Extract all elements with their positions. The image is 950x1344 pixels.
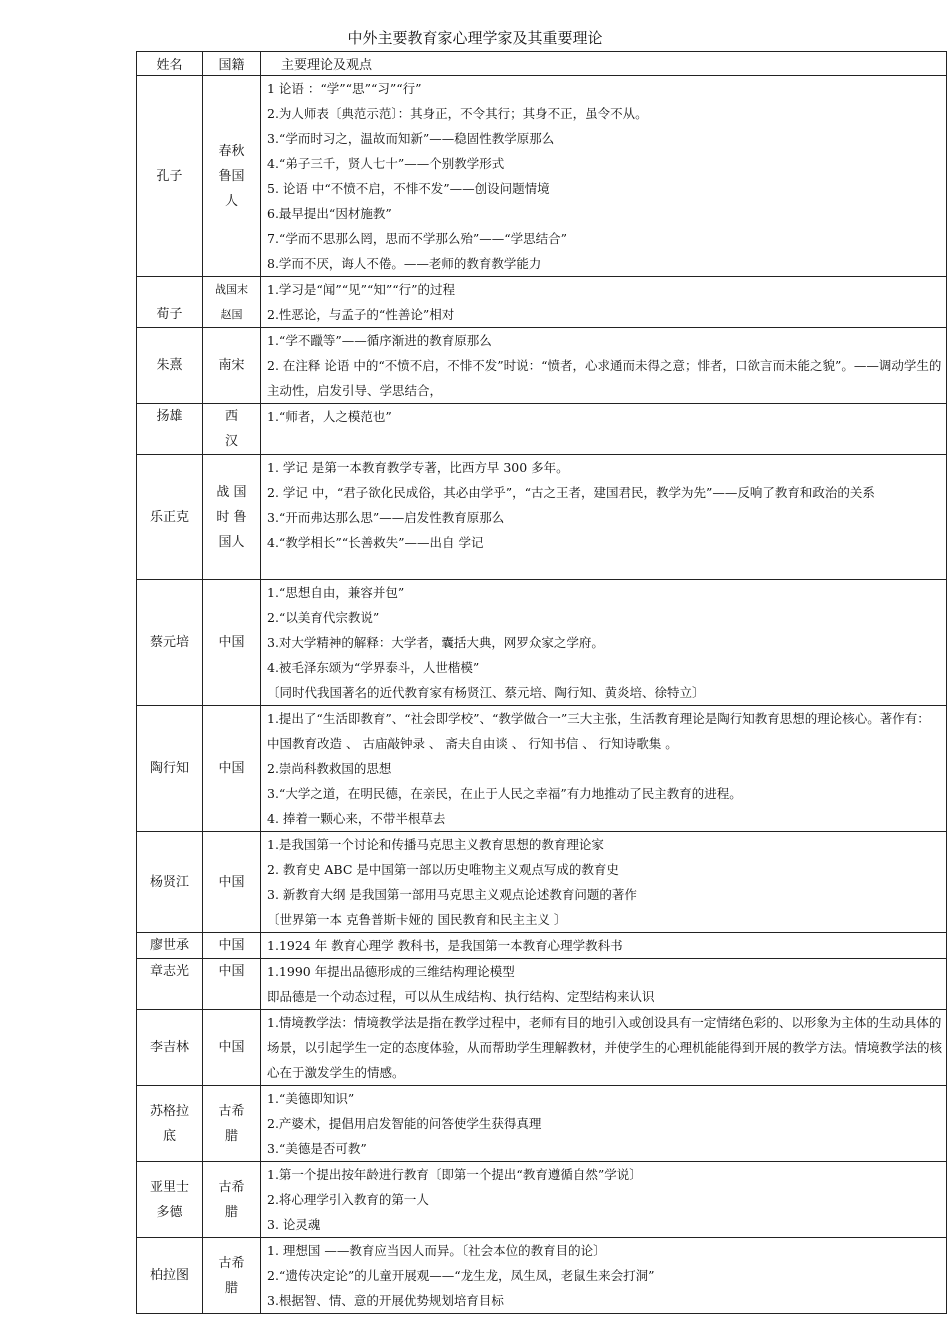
nationality-text: 国人	[218, 534, 245, 550]
table-row	[137, 76, 947, 277]
nationality-text: 中国	[218, 1040, 245, 1055]
educator-name: 柏拉图	[149, 1268, 189, 1283]
table-row	[137, 580, 947, 706]
theory-line: 3.根据智、情、意的开展优势规划培育目标	[267, 1293, 504, 1308]
theory-line: 1.1990 年提出品德形成的三维结构理论模型	[267, 964, 515, 979]
nationality-text: 赵国	[220, 308, 243, 321]
theory-line: 〔同时代我国著名的近代教育家有杨贤江、蔡元培、陶行知、黄炎培、徐特立〕	[267, 685, 705, 700]
nationality-text: 中国	[218, 635, 245, 650]
educator-name: 荀子	[156, 307, 183, 322]
theory-line: 1.情境教学法：情境教学法是指在教学过程中，老师有目的地引入或创设具有一定情绪色彩的、以形象为主体的生动具体的场景，以引起学生一定的态度体验，从而帮助学生理解教材，并使学生的心理机能能得到开展的教学方法。情境教学法的核心在于激发学生的情感。	[267, 1015, 943, 1080]
theory-line: 3. 新教育大纲 是我国第一部用马克思主义观点论述教育问题的著作	[267, 887, 637, 902]
theory-line: 2. 学记 中，“君子欲化民成俗，其必由学乎”，“古之王者，建国君民，教学为先”——反响了教育和政治的关系	[267, 485, 875, 500]
table-row	[137, 1238, 947, 1314]
theories-cell	[261, 1238, 947, 1314]
theories-cell	[261, 1086, 947, 1162]
theory-line: 4.“教学相长”“长善救失”——出自 学记	[267, 535, 484, 550]
theories-cell	[261, 580, 947, 706]
theories-cell	[261, 706, 947, 832]
theories-cell	[261, 76, 947, 277]
table-header-row	[137, 52, 947, 76]
nationality-text: 古希	[218, 1103, 245, 1119]
theory-line: 7.“学而不思那么罔，思而不学那么殆”——“学思结合”	[267, 231, 567, 246]
nationality-text: 中国	[218, 874, 245, 890]
theory-line: 4. 捧着一颗心来，不带半根草去	[267, 811, 446, 826]
theory-line: 1. 理想国 ——教育应当因人而异。〔社会本位的教育目的论〕	[267, 1243, 606, 1258]
theory-line: 2. 教育史 ABC 是中国第一部以历史唯物主义观点写成的教育史	[267, 862, 619, 877]
educator-name: 底	[162, 1128, 176, 1144]
theories-cell	[261, 455, 947, 580]
theory-line: 1.1924 年 教育心理学 教科书，是我国第一本教育心理学教科书	[267, 938, 623, 953]
educator-name: 孔子	[156, 168, 183, 184]
theory-line: 4.“弟子三千，贤人七十”——个别教学形式	[267, 156, 505, 171]
theory-line: 3.“开而弗达那么思”——启发性教育原那么	[267, 510, 505, 525]
theory-line: 2. 在注释 论语 中的“不愤不启，不悱不发”时说：“愤者，心求通而未得之意；悱者，口欲言而未能之貌”。——调动学生的主动性，启发引导、学思结合，	[267, 358, 942, 398]
theories-cell	[261, 1010, 947, 1086]
nationality-cell	[203, 455, 261, 580]
nationality-text: 古希	[218, 1255, 245, 1271]
nationality-cell	[203, 76, 261, 277]
educator-name: 苏格拉	[149, 1103, 189, 1119]
nationality-text: 西	[224, 409, 238, 424]
table-row	[137, 455, 947, 580]
theory-line: 1.是我国第一个讨论和传播马克思主义教育思想的教育理论家	[267, 837, 604, 852]
theory-line: 2.“以美育代宗教说”	[267, 610, 380, 625]
theory-line: 3.“学而时习之，温故而知新”——稳固性教学原那么	[267, 131, 555, 146]
page-title: 中外主要教育家心理学家及其重要理论	[347, 29, 603, 47]
table-row	[137, 933, 947, 959]
theories-cell	[261, 1162, 947, 1238]
educator-name-cell	[137, 580, 203, 706]
educator-name-cell	[137, 706, 203, 832]
educator-name-cell	[137, 1086, 203, 1162]
table-row	[137, 1162, 947, 1238]
educator-name: 扬雄	[156, 409, 183, 424]
educator-name: 廖世承	[149, 938, 189, 953]
educator-name: 李吉林	[149, 1040, 189, 1055]
theory-line: 3.对大学精神的解释：大学者，囊括大典，网罗众家之学府。	[267, 635, 604, 650]
table-row	[137, 328, 947, 404]
nationality-text: 中国	[218, 938, 245, 953]
nationality-cell	[203, 1010, 261, 1086]
table-row	[137, 959, 947, 1010]
educator-name: 杨贤江	[149, 874, 189, 890]
theory-line: 2.性恶论，与孟子的“性善论”相对	[267, 307, 455, 322]
nationality-text: 战国末	[215, 283, 248, 296]
theory-line: 1.“美德即知识”	[267, 1091, 355, 1106]
table-row	[137, 706, 947, 832]
theory-line: 1.“师者，人之模范也”	[267, 409, 392, 424]
nationality-cell	[203, 959, 261, 1010]
nationality-text: 腊	[224, 1280, 238, 1296]
theories-cell	[261, 277, 947, 328]
educator-name-cell	[137, 277, 203, 328]
theory-line: 4.被毛泽东颂为“学界泰斗，人世楷模”	[267, 660, 480, 675]
nationality-text: 中国	[218, 964, 245, 979]
theory-line: 1 论语 ：“学”“思”“习”“行”	[267, 81, 422, 96]
nationality-text: 南宋	[218, 358, 245, 373]
theory-line: 3.“大学之道，在明民德，在亲民，在止于人民之幸福”有力地推动了民主教育的进程。	[267, 786, 742, 801]
header-name: 姓名	[137, 52, 203, 76]
theory-table	[136, 51, 947, 1314]
educator-name: 陶行知	[149, 761, 189, 776]
theory-line: 2.为人师表〔典范示范〕：其身正，不令其行；其身不正，虽令不从。	[267, 106, 648, 121]
theory-line: 1.“学不躐等”——循序渐进的教育原那么	[267, 333, 492, 348]
theory-line: 即品德是一个动态过程，可以从生成结构、执行结构、定型结构来认识	[267, 989, 655, 1004]
theories-cell	[261, 328, 947, 404]
nationality-cell	[203, 706, 261, 832]
theory-line: 1.提出了“生活即教育”、“社会即学校”、“教学做合一”三大主张，生活教育理论是陶行知教育思想的理论核心。著作有： 中国教育改造 、 古庙敲钟录 、 斋夫自由谈 、 行知书信 、 行知诗歌集 。	[267, 711, 930, 751]
educator-name-cell	[137, 455, 203, 580]
nationality-text: 汉	[224, 434, 238, 449]
theory-line: 2.“遗传决定论”的儿童开展观——“龙生龙，凤生凤，老鼠生来会打洞”	[267, 1268, 655, 1283]
header-theories: 主要理论及观点	[261, 52, 947, 76]
nationality-text: 鲁国	[218, 168, 245, 184]
educator-name: 蔡元培	[149, 635, 189, 650]
theories-cell	[261, 959, 947, 1010]
nationality-cell	[203, 580, 261, 706]
nationality-text: 春秋	[218, 143, 245, 159]
nationality-text: 中国	[218, 761, 245, 776]
educator-name-cell	[137, 404, 203, 455]
theory-line: 2.将心理学引入教育的第一人	[267, 1192, 429, 1207]
table-row	[137, 1086, 947, 1162]
nationality-text: 腊	[224, 1128, 238, 1144]
educator-name-cell	[137, 1010, 203, 1086]
educator-name-cell	[137, 1162, 203, 1238]
theory-line: 2.产婆术，提倡用启发智能的问答使学生获得真理	[267, 1116, 542, 1131]
nationality-cell	[203, 1162, 261, 1238]
theory-line: 8.学而不厌，诲人不倦。——老师的教育教学能力	[267, 256, 542, 271]
theory-line: 〔世界第一本 克鲁普斯卡娅的 国民教育和民主主义 〕	[267, 912, 567, 927]
nationality-cell	[203, 933, 261, 959]
table-row	[137, 1010, 947, 1086]
theory-line: 1. 学记 是第一本教育教学专著，比西方早 300 多年。	[267, 460, 569, 475]
table-row	[137, 277, 947, 328]
nationality-cell	[203, 277, 261, 328]
theory-line: 3.“美德是否可教”	[267, 1141, 367, 1156]
theories-cell	[261, 404, 947, 455]
educator-name-cell	[137, 959, 203, 1010]
table-row	[137, 404, 947, 455]
theories-cell	[261, 933, 947, 959]
nationality-cell	[203, 1238, 261, 1314]
theories-cell	[261, 832, 947, 933]
nationality-cell	[203, 832, 261, 933]
table-body	[137, 76, 947, 1314]
theory-line: 6.最早提出“因材施教”	[267, 206, 392, 221]
table-row	[137, 832, 947, 933]
nationality-cell	[203, 1086, 261, 1162]
theory-line: 1.学习是“闻”“见”“知”“行”的过程	[267, 282, 456, 297]
educator-name-cell	[137, 328, 203, 404]
nationality-text: 时 鲁	[216, 509, 247, 525]
educator-name-cell	[137, 1238, 203, 1314]
theory-line: 3. 论灵魂	[267, 1217, 321, 1232]
educator-name: 乐正克	[149, 509, 189, 525]
nationality-text: 人	[224, 193, 238, 209]
educator-name: 章志光	[149, 964, 189, 979]
nationality-text: 古希	[218, 1179, 245, 1195]
nationality-text: 战 国	[216, 484, 247, 500]
theory-line: 5. 论语 中“不愤不启，不悱不发”——创设问题情境	[267, 181, 550, 196]
nationality-text: 腊	[224, 1204, 238, 1220]
educator-name: 亚里士	[149, 1179, 189, 1195]
theory-line: 1.“思想自由，兼容并包”	[267, 585, 405, 600]
educator-name: 多德	[156, 1204, 183, 1220]
educator-name-cell	[137, 832, 203, 933]
nationality-cell	[203, 404, 261, 455]
header-nationality: 国籍	[203, 52, 261, 76]
nationality-cell	[203, 328, 261, 404]
educator-name-cell	[137, 933, 203, 959]
theory-line: 1.第一个提出按年龄进行教育〔即第一个提出“教育遵循自然”学说〕	[267, 1167, 642, 1182]
theory-line: 2.崇尚科教救国的思想	[267, 761, 392, 776]
educator-name: 朱熹	[156, 358, 183, 373]
educator-name-cell	[137, 76, 203, 277]
